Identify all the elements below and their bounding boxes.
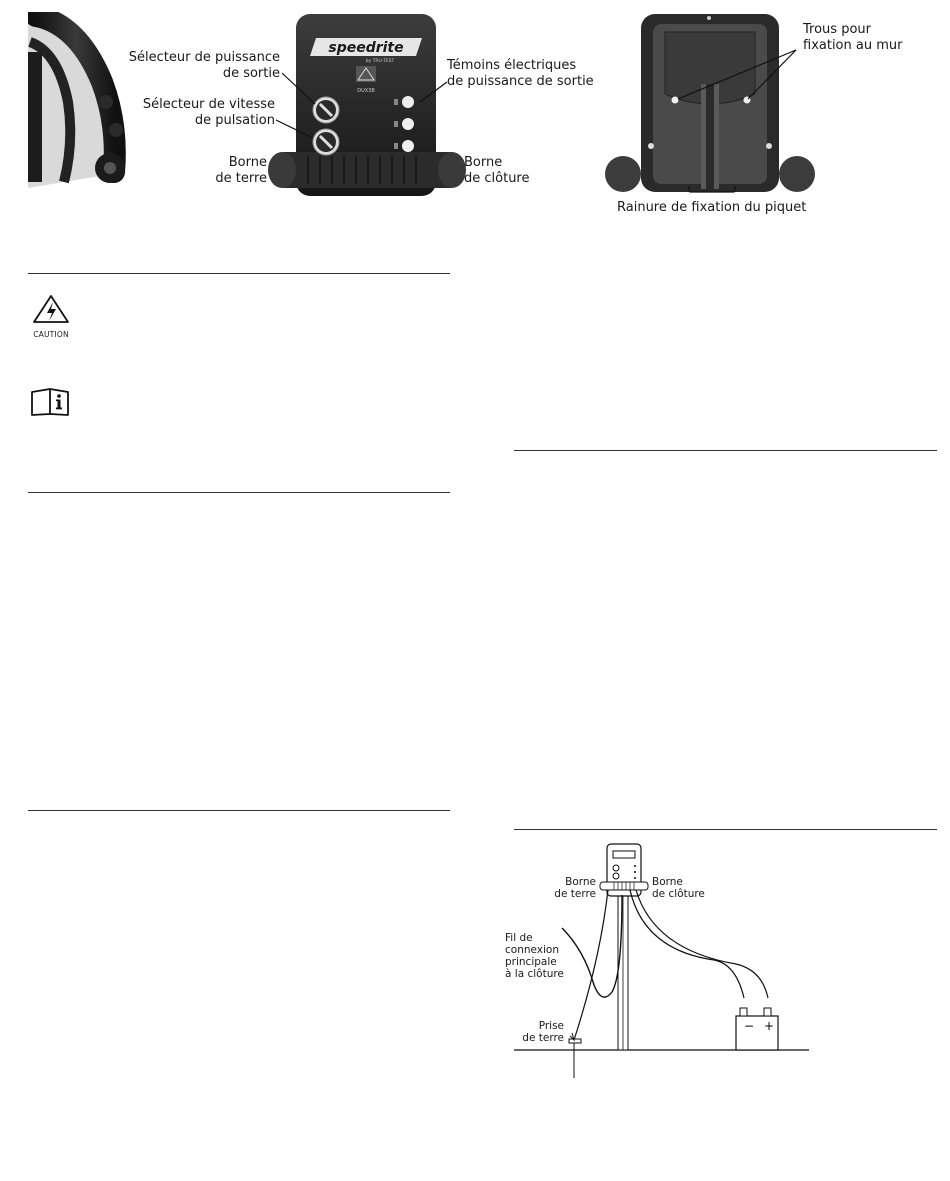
- label-fence-terminal: Borne de clôture: [464, 155, 530, 186]
- caution-icon: CAUTION: [28, 294, 74, 340]
- label-wall-holes: Trous pour fixation au mur: [803, 22, 903, 53]
- install-label-fence-terminal: Borne de clôture: [652, 876, 705, 900]
- label-output-selector: Sélecteur de puissance de sortie: [128, 50, 280, 81]
- label-pulse-selector: Sélecteur de vitesse de pulsation: [142, 97, 275, 128]
- read-manual-icon: [30, 388, 72, 420]
- divider-4: [514, 450, 937, 451]
- install-label-earth-peg: Prise de terre: [522, 1020, 564, 1044]
- label-earth-terminal: Borne de terre: [215, 155, 267, 186]
- model-badge: DUX3B: [357, 88, 375, 94]
- install-label-earth-terminal: Borne de terre: [554, 876, 596, 900]
- battery-minus: −: [744, 1019, 755, 1033]
- label-stake-groove: Rainure de fixation du piquet: [617, 200, 807, 215]
- divider-2: [28, 492, 450, 493]
- install-label-fence-lead: Fil de connexion principale à la clôture: [505, 932, 564, 980]
- brand-logo: speedrite: [328, 40, 404, 56]
- brand-sub: by TRU-TEST: [365, 59, 395, 64]
- divider-3: [28, 810, 450, 811]
- label-output-indicators: Témoins électriques de puissance de sortie: [447, 58, 594, 89]
- divider-1: [28, 273, 450, 274]
- battery-plus: +: [764, 1019, 775, 1033]
- divider-5: [514, 829, 937, 830]
